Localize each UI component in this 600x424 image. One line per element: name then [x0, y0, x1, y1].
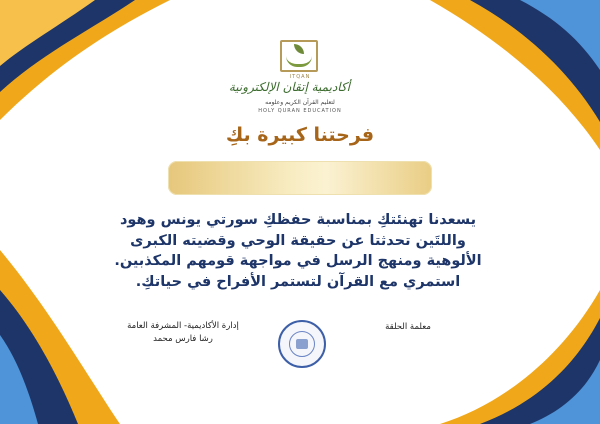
- logo-tagline-arabic: لتعليم القرآن الكريم وعلومه: [265, 99, 335, 106]
- logo-tagline-english: HOLY QURAN EDUCATION: [258, 108, 342, 114]
- admin-title: إدارة الأكاديمية- المشرفة العامة: [127, 321, 239, 331]
- logo-brand-text: ITQAN: [289, 74, 311, 80]
- academy-logo: [228, 40, 350, 130]
- message-line-4: استمري مع القرآن لتستمر الأفراح في حياتكِ.: [135, 273, 461, 290]
- message-line-1: يسعدنا تهنئتكِ بمناسبة حفظكِ سورتي يونس وهود: [119, 212, 477, 228]
- stamp-emblem: [296, 339, 308, 349]
- admin-name: رشا فارس محمد: [153, 334, 213, 344]
- stamp-inner-ring: [289, 331, 315, 357]
- admin-signature-block: [108, 320, 258, 346]
- teacher-title: معلمة الحلقة: [385, 322, 431, 332]
- message-line-3: الألوهية ومنهج الرسل في مواجهة قومهم المكذبين.: [114, 253, 482, 269]
- message-line-2: واللتَين تحدثتا عن حقيقة الوحي وقضيته الكبرى: [130, 232, 466, 249]
- recipient-name-bar: [168, 161, 432, 195]
- academy-stamp-icon: [278, 320, 326, 368]
- logo-academy-name: أكاديمية إتقان الإلكترونية: [228, 80, 350, 94]
- congratulation-message: [98, 210, 498, 292]
- teacher-signature-block: [368, 322, 448, 332]
- headline: فرحتنا كبيرة بكِ: [225, 124, 375, 146]
